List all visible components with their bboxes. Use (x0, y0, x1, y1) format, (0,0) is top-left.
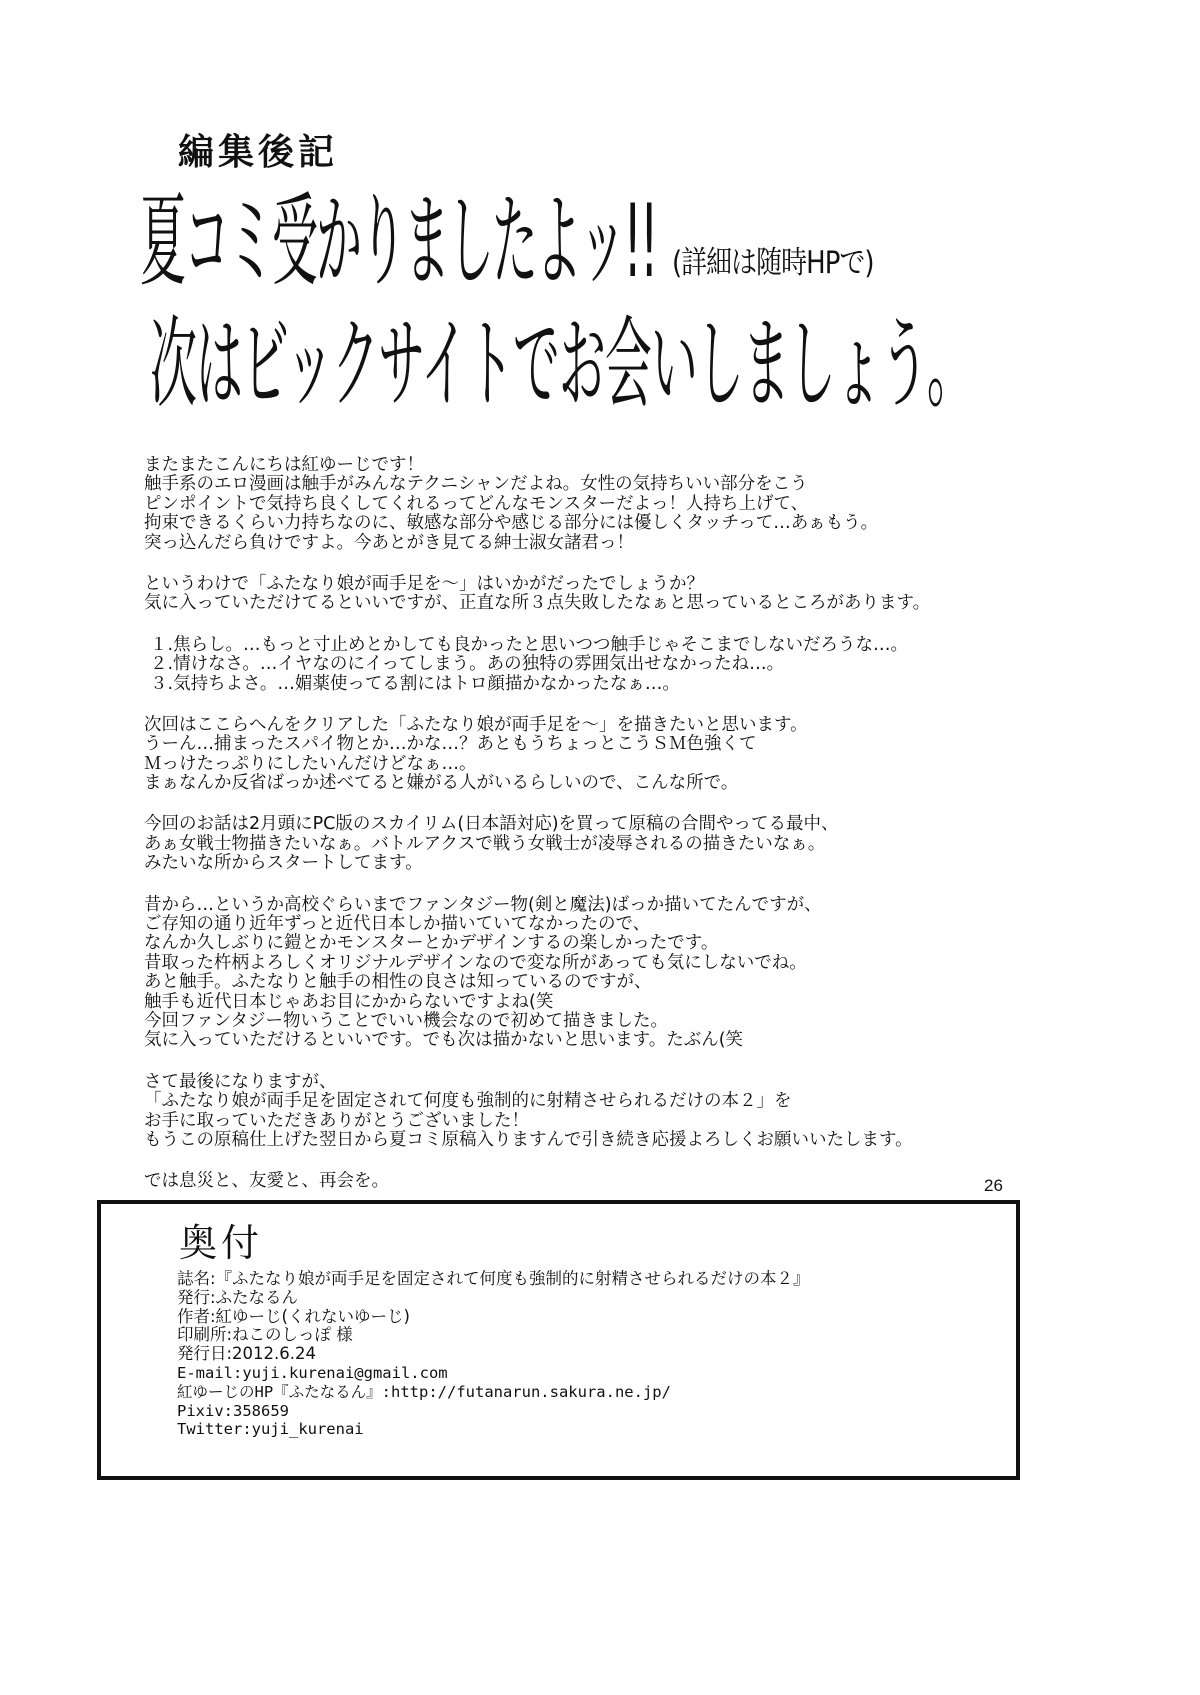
text-line: ご存知の通り近年ずっと近代日本しか描いていてなかったので、 (144, 914, 651, 935)
text-line: では息災と、友愛と、再会を。 (144, 1171, 389, 1192)
text-line: あと触手。ふたなりと触手の相性の良さは知っているのですが、 (144, 972, 652, 993)
text-line: 拘束できるくらい力持ちなのに、敏感な部分や感じる部分には優しくタッチって…あぁもう。 (144, 513, 879, 534)
list-item: ２.情けなさ。…イヤなのにイってしまう。あの独特の雰囲気出せなかったね…。 (150, 654, 785, 675)
text-line: まぁなんか反省ばっか述べてると嫌がる人がいるらしいので、こんな所で。 (144, 773, 739, 794)
text-line: 今回ファンタジー物いうことでいい機会なので初めて描きました。 (144, 1010, 668, 1031)
text-line: あぁ女戦士物描きたいなぁ。バトルアクスで戦う女戦士が凌辱されるの描きたいなぁ。 (144, 833, 826, 854)
colophon-printer: 印刷所:ねこのしっぽ 様 (177, 1325, 353, 1345)
colophon-homepage: 紅ゆーじのHP『ふたなるん』:http://futanarun.sakura.ne.jp/ (177, 1382, 671, 1401)
page-number: 26 (984, 1176, 1003, 1195)
text-line: Ｍっけたっぷりにしたいんだけどなぁ…。 (144, 753, 477, 774)
text-line: またまたこんにちは紅ゆーじです！ (144, 455, 424, 475)
colophon-details (177, 1270, 810, 1439)
colophon-box (97, 1200, 1020, 1480)
text-line: 気に入っていただけるといいです。でも次は描かないと思います。たぶん(笑 (144, 1030, 744, 1051)
colophon-date: 発行日:2012.6.24 (177, 1344, 317, 1364)
paragraph (144, 815, 930, 873)
handwritten-headline-1: 夏コミ受かりましたよッ!! (140, 181, 657, 300)
text-line: というわけで「ふたなり娘が両手足を～」はいかがだったでしょうか？ (144, 573, 704, 594)
text-line: 次回はここらへんをクリアした「ふたなり娘が両手足を～」を描きたいと思います。 (144, 714, 808, 735)
paragraph (144, 716, 930, 794)
text-line: なんか久しぶりに鎧とかモンスターとかデザインするの楽しかったです。 (144, 933, 719, 954)
text-line: お手に取っていただきありがとうございました！ (144, 1110, 529, 1131)
paragraph (144, 1073, 930, 1151)
text-line: みたいな所からスタートしてます。 (144, 853, 423, 874)
colophon-title: 奥付 (179, 1221, 264, 1265)
colophon-author: 作者:紅ゆーじ(くれないゆーじ) (177, 1306, 410, 1326)
text-line: 「ふたなり娘が両手足を固定されて何度も強制的に射精させられるだけの本２」を (144, 1091, 792, 1112)
afterword-heading: 編集後記 (178, 132, 339, 173)
text-line: 触手系のエロ漫画は触手がみんなテクニシャンだよね。女性の気持ちいい部分をこう (144, 474, 808, 495)
colophon-email: E-mail:yuji.kurenai@gmail.com (177, 1363, 448, 1382)
paragraph (144, 456, 930, 553)
text-line: 突っ込んだら負けですよ。今あとがき見てる紳士淑女諸君っ！ (144, 532, 634, 553)
numbered-list (144, 636, 930, 694)
paragraph (144, 896, 930, 1051)
text-line: 今回のお話は2月頭にPC版のスカイリム(日本語対応)を買って原稿の合間やってる最中、 (144, 814, 839, 835)
colophon-publisher: 発行:ふたなるん (177, 1287, 299, 1307)
paragraph (144, 1172, 930, 1191)
afterword-body (144, 456, 930, 1192)
colophon-pixiv: Pixiv:358659 (177, 1401, 289, 1420)
text-line: さて最後になりますが、 (144, 1071, 337, 1092)
handwritten-headline-2: 次はビックサイトでお会いしましょう。 (150, 307, 973, 424)
list-item: ３.気持ちよさ。…媚薬使ってる割にはトロ顔描かなかったなぁ…。 (150, 673, 680, 694)
colophon-twitter: Twitter:yuji_kurenai (177, 1420, 364, 1439)
text-line: もうこの原稿仕上げた翌日から夏コミ原稿入りますんで引き続き応援よろしくお願いいたします。 (144, 1129, 913, 1150)
list-item: １.焦らし。…もっと寸止めとかしても良かったと思いつつ触手じゃそこまでしないだろうな…。 (150, 634, 909, 655)
text-line: 触手も近代日本じゃあお目にかからないですよね(笑 (144, 991, 554, 1012)
text-line: うーん…捕まったスパイ物とか…かな…？あともうちょっとこうＳＭ色強くて (144, 734, 757, 755)
text-line: 昔取った杵柄よろしくオリジナルデザインなので変な所があっても気にしないでね。 (144, 952, 807, 973)
text-line: ピンポイントで気持ち良くしてくれるってどんなモンスターだよっ！人持ち上げて、 (144, 493, 809, 514)
text-line: 気に入っていただけてるといいですが、正直な所３点失敗したなぁと思っているところがあります。 (144, 593, 931, 614)
colophon-title-line: 誌名:『ふたなり娘が両手足を固定されて何度も強制的に射精させられるだけの本２』 (177, 1269, 810, 1288)
paragraph (144, 575, 930, 614)
text-line: 昔から…というか高校ぐらいまでファンタジー物(剣と魔法)ばっか描いてたんですが、 (144, 894, 822, 915)
handwritten-note: (詳細は随時HPで) (672, 245, 874, 282)
